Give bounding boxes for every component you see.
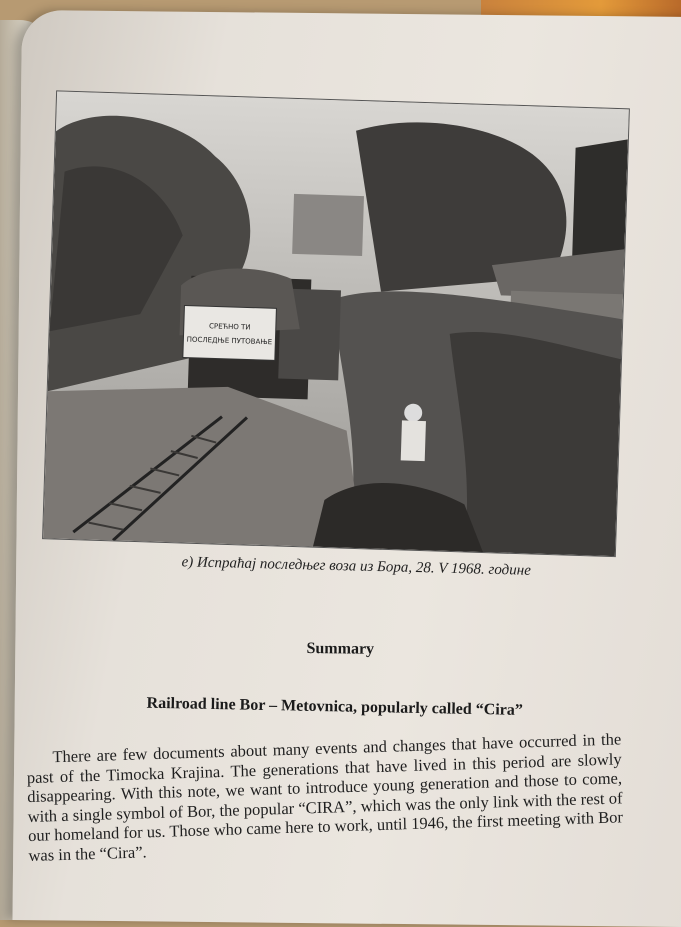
book-page xyxy=(12,10,681,927)
photo-caption: е) Испраћај последњег воза из Бора, 28. V 1968. године xyxy=(181,554,532,579)
summary-heading: Summary xyxy=(306,640,375,658)
article-title: Railroad line Bor – Metovnica, popularly called “Cira” xyxy=(146,694,523,719)
train-farewell-photo xyxy=(42,90,630,557)
summary-paragraph: There are few documents about many events and changes that have occurred in the past of the Timocka Krajina. The generations that have lived in this period are slowly disappearing. With this note, we want to introduce young generation and those to come, with a single symbol of Bor, the popular “CIRA”, which was the only link with the rest of our homeland for us. Those who came here to work, until 1946, the first meeting with Bor was in the “Cira”. xyxy=(26,729,624,865)
svg-text:ПОСЛЕДЊЕ ПУТОВАЊЕ: ПОСЛЕДЊЕ ПУТОВАЊЕ xyxy=(186,335,273,347)
train-sign-text: СРЕЋНО ТИ xyxy=(208,322,251,332)
summary-body xyxy=(26,729,623,865)
